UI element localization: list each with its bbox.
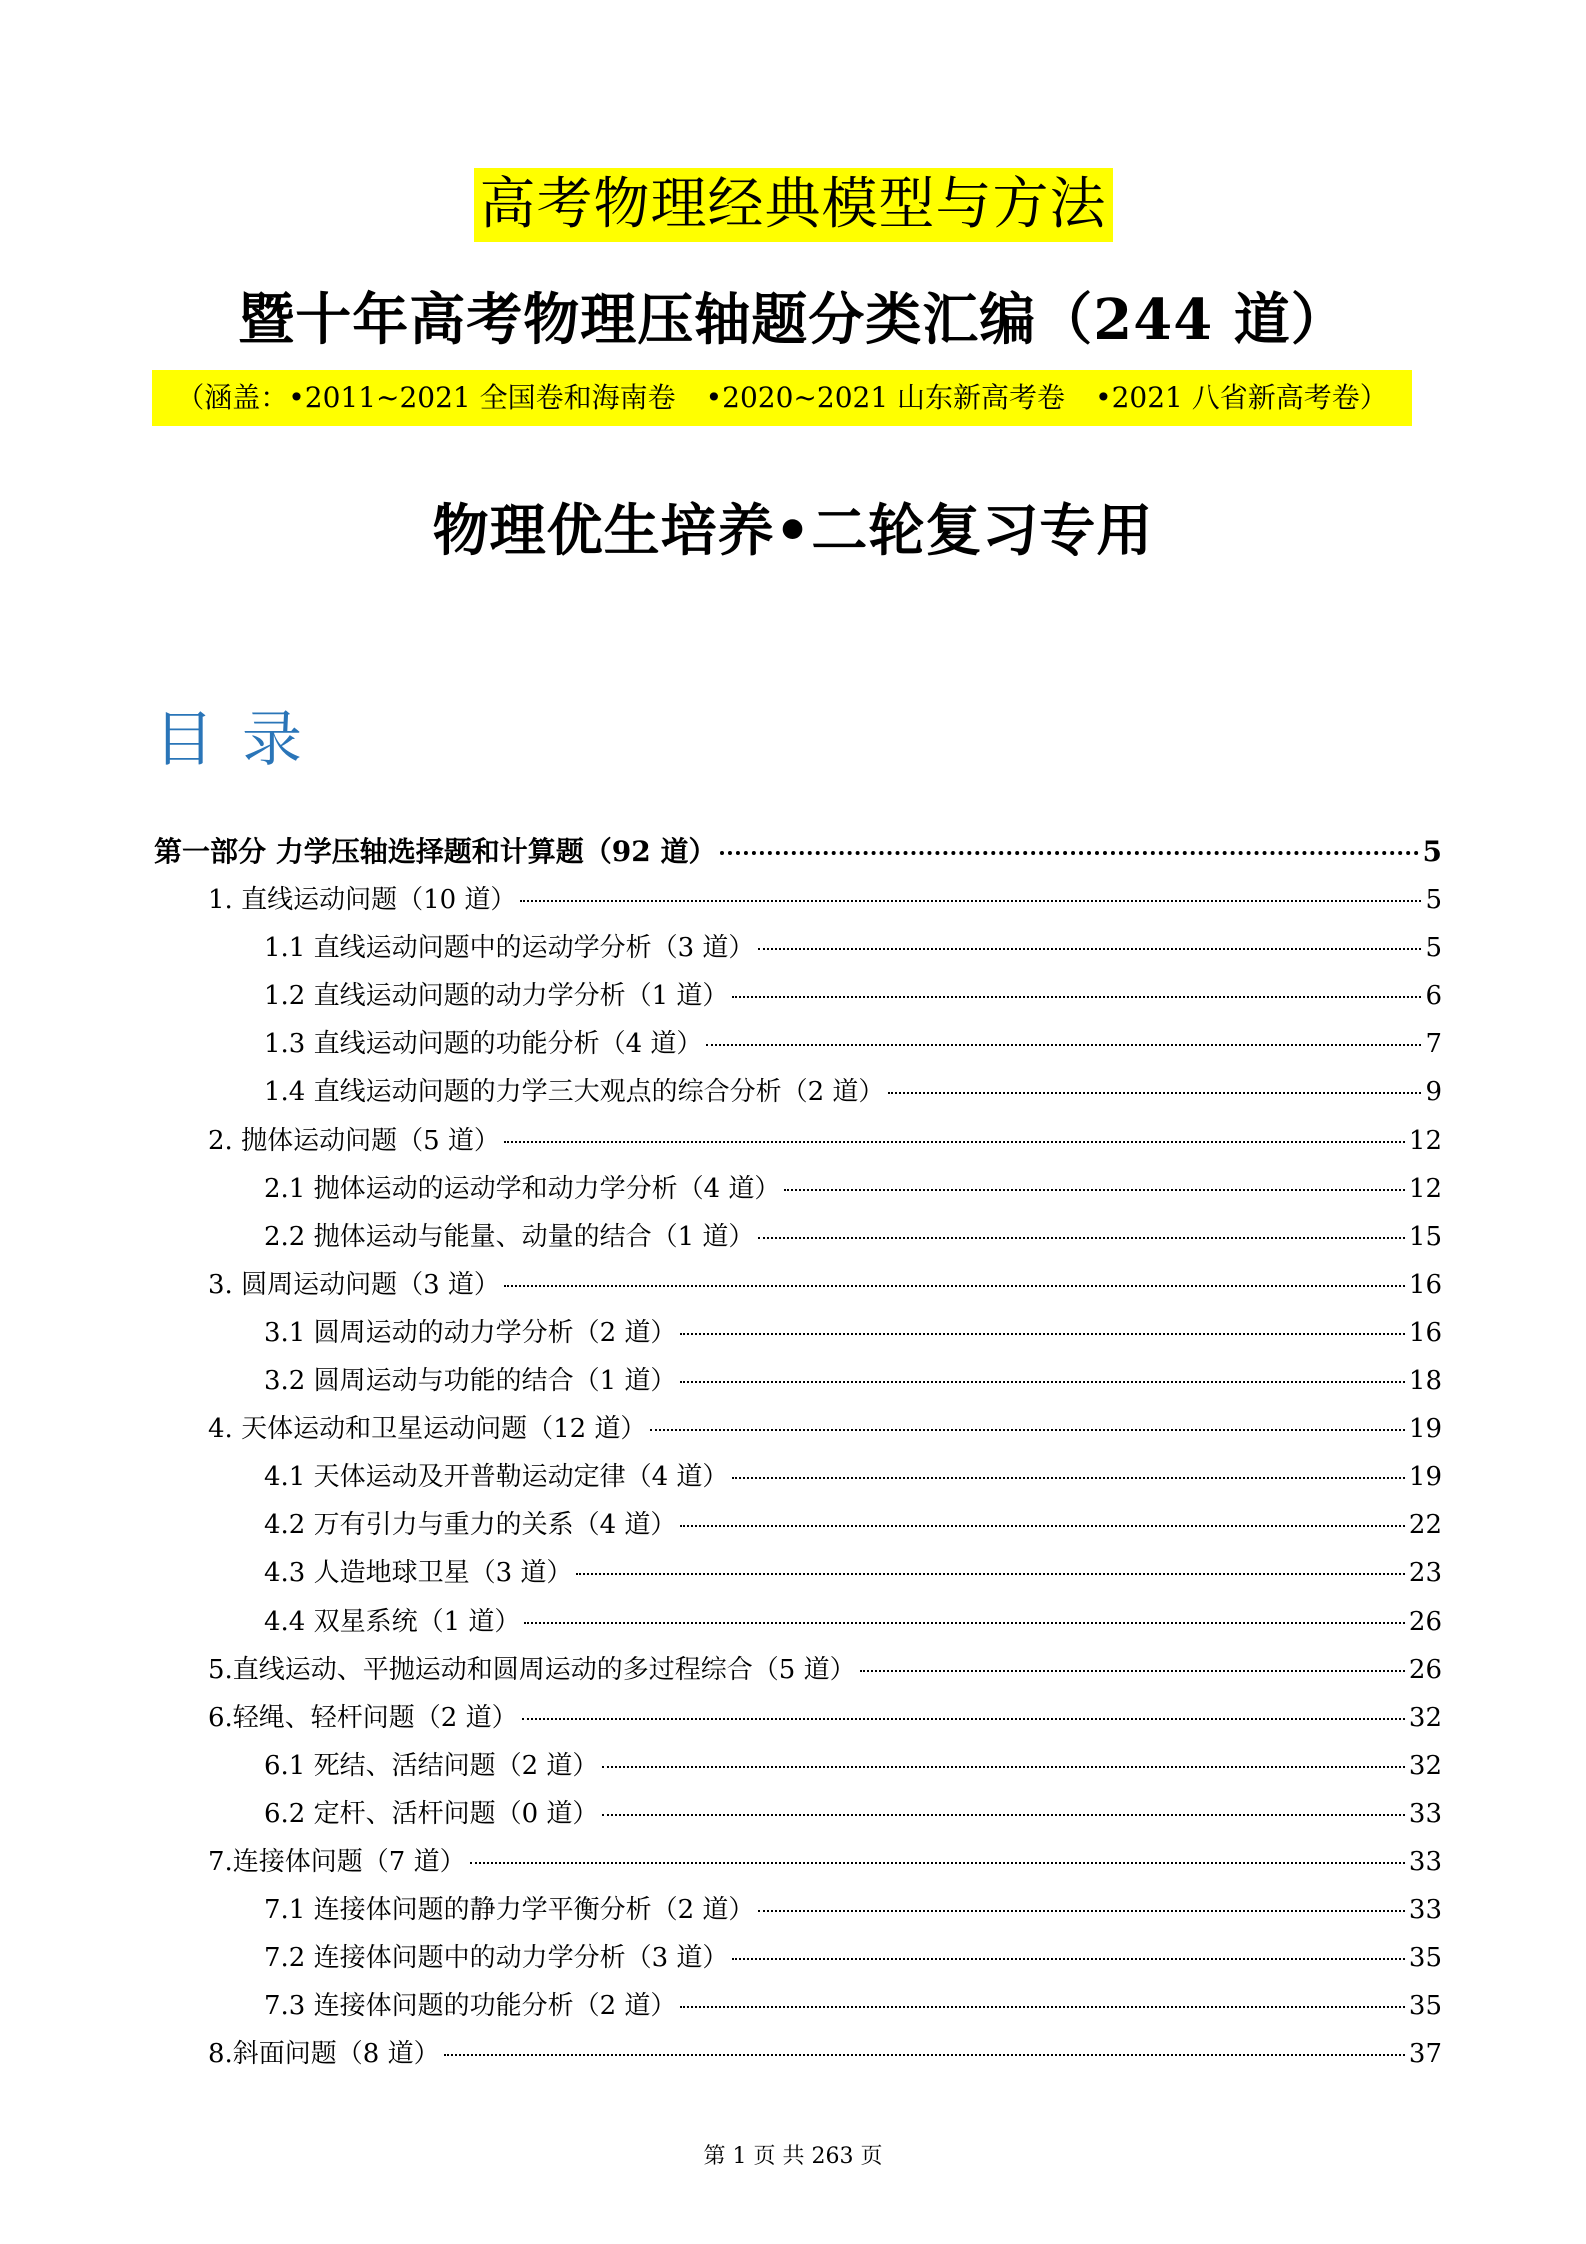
toc-entry[interactable]	[154, 1694, 1442, 1742]
toc-entry-title: 3.1 圆周运动的动力学分析（2 道）	[264, 1317, 677, 1348]
toc-entry-title: 2. 抛体运动问题（5 道）	[208, 1125, 500, 1156]
toc-entry-title: 7.2 连接体问题中的动力学分析（3 道）	[264, 1943, 729, 1974]
toc-entry-page: 35	[1408, 1991, 1442, 2022]
toc-entry[interactable]	[154, 1261, 1442, 1309]
toc-entry-page: 5	[1425, 885, 1442, 916]
coverage-item-eight-provinces: •2021 八省新高考卷	[1095, 381, 1360, 414]
toc-entry[interactable]	[154, 1405, 1442, 1453]
toc-leader-dots	[860, 1670, 1405, 1672]
toc-leader-dots	[680, 1333, 1404, 1335]
toc-entry-page: 5	[1422, 835, 1442, 868]
toc-leader-dots	[504, 1285, 1405, 1287]
toc-entry-page: 19	[1408, 1414, 1442, 1445]
toc-leader-dots	[720, 851, 1418, 855]
toc-entry-page: 6	[1425, 981, 1442, 1012]
toc-leader-dots	[680, 1381, 1404, 1383]
toc-leader-dots	[758, 1910, 1404, 1912]
toc-entry-page: 35	[1408, 1943, 1442, 1974]
toc-entry[interactable]	[154, 1598, 1442, 1646]
toc-entry-title: 3.2 圆周运动与功能的结合（1 道）	[264, 1366, 677, 1397]
toc-entry-title: 7.3 连接体问题的功能分析（2 道）	[264, 1991, 677, 2022]
toc-entry-page: 26	[1408, 1606, 1442, 1637]
toc-leader-dots	[524, 1622, 1404, 1624]
toc-leader-dots	[732, 1958, 1404, 1960]
toc-entry-title: 2.1 抛体运动的运动学和动力学分析（4 道）	[264, 1173, 781, 1204]
toc-leader-dots	[680, 2006, 1404, 2008]
toc-entry[interactable]	[154, 1357, 1442, 1405]
toc-leader-dots	[784, 1189, 1404, 1191]
coverage-banner	[152, 370, 1412, 426]
toc-entry-title: 第一部分 力学压轴选择题和计算题（92 道）	[154, 835, 717, 868]
toc-entry-page: 32	[1408, 1702, 1442, 1733]
toc-entry-title: 2.2 抛体运动与能量、动量的结合（1 道）	[264, 1221, 755, 1252]
page-footer: 第 1 页 共 263 页	[703, 2144, 883, 2169]
toc-entry-page: 9	[1425, 1077, 1442, 1108]
toc-entry[interactable]	[154, 1982, 1442, 2030]
toc-leader-dots	[602, 1814, 1404, 1816]
toc-entry[interactable]	[154, 1068, 1442, 1116]
toc-leader-dots	[520, 900, 1421, 902]
toc-leader-dots	[504, 1141, 1405, 1143]
coverage-item-national: •2011~2021 全国卷和海南卷	[288, 381, 676, 414]
toc-entry[interactable]	[154, 1838, 1442, 1886]
toc-entry-title: 1.3 直线运动问题的功能分析（4 道）	[264, 1029, 703, 1060]
toc-entry[interactable]	[154, 1790, 1442, 1838]
toc-entry[interactable]	[154, 1213, 1442, 1261]
toc-entry[interactable]	[154, 1934, 1442, 1982]
toc-entry-page: 22	[1408, 1510, 1442, 1541]
toc-entry-page: 33	[1408, 1895, 1442, 1926]
toc-entry[interactable]	[154, 972, 1442, 1020]
coverage-open: （涵盖：	[176, 381, 289, 414]
toc-entry-page: 37	[1408, 2039, 1442, 2070]
toc-entry[interactable]	[154, 1309, 1442, 1357]
toc-entry[interactable]	[154, 1453, 1442, 1501]
toc-leader-dots	[680, 1525, 1404, 1527]
toc-leader-dots	[576, 1573, 1404, 1575]
toc-entry[interactable]	[154, 1549, 1442, 1597]
toc-leader-dots	[758, 948, 1421, 950]
toc-entry-page: 23	[1408, 1558, 1442, 1589]
toc-leader-dots	[732, 996, 1421, 998]
toc-entry-title: 7.1 连接体问题的静力学平衡分析（2 道）	[264, 1895, 755, 1926]
toc-entry-page: 26	[1408, 1654, 1442, 1685]
toc-entry-title: 1.2 直线运动问题的动力学分析（1 道）	[264, 981, 729, 1012]
toc-entry-title: 7.连接体问题（7 道）	[208, 1846, 466, 1877]
table-of-contents	[154, 828, 1442, 2078]
toc-entry[interactable]	[154, 1742, 1442, 1790]
toc-leader-dots	[522, 1718, 1405, 1720]
toc-entry[interactable]	[154, 1165, 1442, 1213]
toc-entry[interactable]	[154, 1117, 1442, 1165]
toc-entry-title: 4.2 万有引力与重力的关系（4 道）	[264, 1510, 677, 1541]
toc-entry-page: 18	[1408, 1366, 1442, 1397]
toc-entry-page: 16	[1408, 1269, 1442, 1300]
toc-leader-dots	[758, 1237, 1404, 1239]
sub-title: 暨十年高考物理压轴题分类汇编（244 道）	[238, 287, 1348, 353]
toc-entry-page: 33	[1408, 1846, 1442, 1877]
toc-entry-page: 33	[1408, 1798, 1442, 1829]
toc-entry-page: 16	[1408, 1317, 1442, 1348]
toc-entry-title: 1. 直线运动问题（10 道）	[208, 885, 517, 916]
toc-leader-dots	[470, 1862, 1405, 1864]
toc-entry-title: 4.3 人造地球卫星（3 道）	[264, 1558, 573, 1589]
toc-entry-title: 6.轻绳、轻杆问题（2 道）	[208, 1702, 518, 1733]
toc-leader-dots	[444, 2054, 1405, 2056]
toc-entry[interactable]	[154, 876, 1442, 924]
toc-entry-page: 5	[1425, 933, 1442, 964]
toc-entry-title: 1.4 直线运动问题的力学三大观点的综合分析（2 道）	[264, 1077, 885, 1108]
toc-entry-title: 3. 圆周运动问题（3 道）	[208, 1269, 500, 1300]
toc-leader-dots	[888, 1092, 1421, 1094]
toc-leader-dots	[706, 1044, 1421, 1046]
toc-entry-page: 12	[1408, 1173, 1442, 1204]
toc-entry-page: 15	[1408, 1221, 1442, 1252]
toc-entry-title: 4.4 双星系统（1 道）	[264, 1606, 521, 1637]
toc-entry-title: 6.2 定杆、活杆问题（0 道）	[264, 1798, 599, 1829]
toc-entry-page: 12	[1408, 1125, 1442, 1156]
coverage-item-shandong: •2020~2021 山东新高考卷	[705, 381, 1066, 414]
toc-leader-dots	[602, 1766, 1404, 1768]
toc-entry[interactable]	[154, 828, 1442, 876]
toc-entry-page: 19	[1408, 1462, 1442, 1493]
toc-leader-dots	[732, 1477, 1404, 1479]
coverage-close: ）	[1359, 381, 1388, 414]
toc-entry-title: 4. 天体运动和卫星运动问题（12 道）	[208, 1414, 647, 1445]
toc-entry[interactable]	[154, 1886, 1442, 1934]
toc-entry-title: 5.直线运动、平抛运动和圆周运动的多过程综合（5 道）	[208, 1654, 856, 1685]
toc-entry-title: 4.1 天体运动及开普勒运动定律（4 道）	[264, 1462, 729, 1493]
toc-heading: 目录	[154, 705, 330, 775]
toc-leader-dots	[650, 1429, 1404, 1431]
purpose-title: 物理优生培养•二轮复习专用	[432, 498, 1154, 564]
toc-entry-title: 6.1 死结、活结问题（2 道）	[264, 1750, 599, 1781]
toc-entry[interactable]	[154, 924, 1442, 972]
toc-entry[interactable]	[154, 1501, 1442, 1549]
toc-entry[interactable]	[154, 2030, 1442, 2078]
toc-entry-title: 8.斜面问题（8 道）	[208, 2039, 440, 2070]
main-title-container	[0, 168, 1586, 242]
toc-entry[interactable]	[154, 1020, 1442, 1068]
toc-entry[interactable]	[154, 1646, 1442, 1694]
toc-entry-title: 1.1 直线运动问题中的运动学分析（3 道）	[264, 933, 755, 964]
main-title: 高考物理经典模型与方法	[474, 168, 1113, 242]
toc-entry-page: 32	[1408, 1750, 1442, 1781]
toc-entry-page: 7	[1425, 1029, 1442, 1060]
